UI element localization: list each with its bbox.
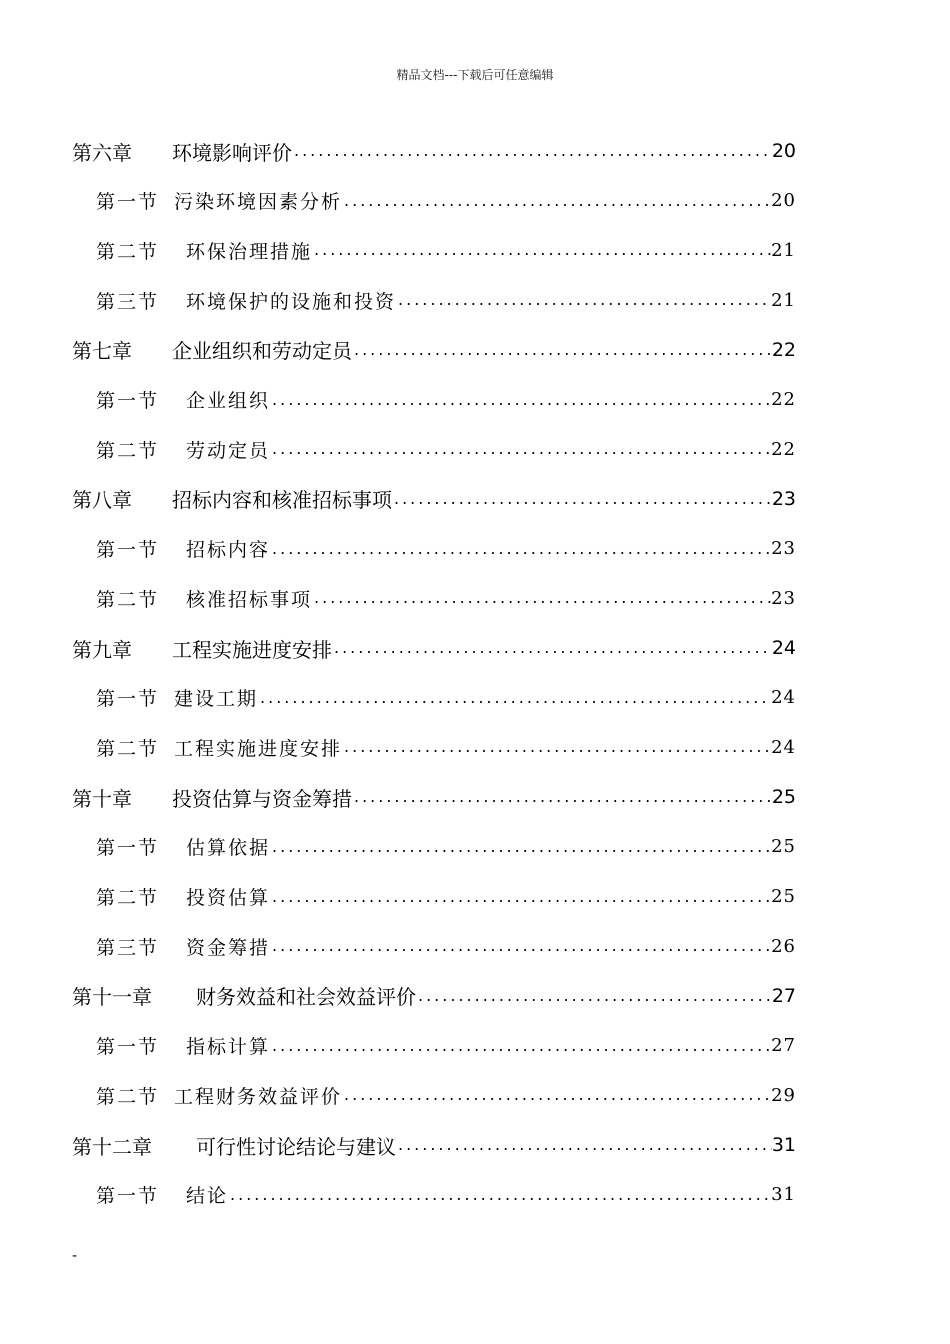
toc-page-number: 27 <box>771 1035 796 1057</box>
toc-page-number: 25 <box>771 836 796 858</box>
toc-entry-number: 第三节 <box>96 290 160 313</box>
toc-dot-leader <box>352 789 772 805</box>
toc-dot-leader <box>312 590 771 606</box>
toc-dot-leader <box>342 739 771 755</box>
toc-section-entry[interactable] <box>96 383 796 417</box>
toc-section-entry[interactable] <box>96 1178 796 1212</box>
toc-page-number: 31 <box>771 1184 796 1206</box>
toc-entry-number: 第二节 <box>96 1085 160 1108</box>
toc-page-number: 25 <box>771 886 796 907</box>
toc-entry-title: 环境影响评价 <box>172 140 292 165</box>
toc-page-number: 23 <box>771 538 796 560</box>
toc-entry-title: 环境保护的设施和投资 <box>186 290 397 313</box>
toc-section-entry[interactable] <box>96 532 796 566</box>
toc-section-entry[interactable] <box>96 283 796 317</box>
toc-chapter-entry[interactable] <box>72 780 796 814</box>
toc-dot-leader <box>392 491 772 507</box>
toc-section-entry[interactable] <box>96 432 796 466</box>
toc-chapter-entry[interactable] <box>72 134 796 168</box>
toc-entry-title: 投资估算 <box>186 887 271 909</box>
toc-page-number: 21 <box>771 239 796 261</box>
toc-page-number: 25 <box>771 786 796 809</box>
toc-entry-title: 可行性讨论结论与建议 <box>196 1134 396 1159</box>
toc-page-number: 20 <box>771 190 796 212</box>
toc-dot-leader <box>270 441 771 457</box>
toc-page-number: 26 <box>771 935 796 957</box>
toc-dot-leader <box>270 938 771 954</box>
toc-dot-leader <box>270 541 771 557</box>
toc-entry-title: 核准招标事项 <box>186 588 313 611</box>
toc-entry-number: 第十二章 <box>72 1134 152 1159</box>
toc-page-number: 23 <box>771 487 796 510</box>
toc-section-entry[interactable] <box>96 830 796 864</box>
toc-entry-title: 结论 <box>186 1185 229 1208</box>
toc-entry-title: 招标内容 <box>186 539 271 562</box>
toc-entry-title: 工程实施进度安排 <box>174 737 343 760</box>
toc-dot-leader <box>292 143 772 159</box>
toc-dot-leader <box>228 1187 771 1203</box>
toc-chapter-entry[interactable] <box>72 979 796 1013</box>
toc-dot-leader <box>270 392 771 408</box>
toc-chapter-entry[interactable] <box>72 1128 796 1162</box>
toc-entry-title: 指标计算 <box>186 1036 271 1059</box>
toc-entry-number: 第七章 <box>72 339 132 364</box>
toc-entry-title: 工程财务效益评价 <box>174 1085 343 1108</box>
toc-page-number: 22 <box>771 438 796 460</box>
toc-dot-leader <box>396 292 771 308</box>
toc-section-entry[interactable] <box>96 1078 796 1112</box>
toc-entry-number: 第一节 <box>96 539 160 562</box>
toc-dot-leader <box>342 193 771 209</box>
toc-entry-number: 第二节 <box>96 737 160 760</box>
toc-entry-title: 招标内容和核准招标事项 <box>172 488 392 513</box>
toc-dot-leader <box>352 342 772 358</box>
toc-entry-number: 第一节 <box>96 837 160 860</box>
toc-section-entry[interactable] <box>96 184 796 218</box>
page-header: 精品文档---下载后可任意编辑 <box>396 68 554 82</box>
toc-dot-leader <box>332 640 772 656</box>
toc-entry-title: 劳动定员 <box>186 439 271 462</box>
toc-entry-number: 第一节 <box>96 1185 160 1208</box>
toc-dot-leader <box>342 1087 771 1103</box>
footer-mark: - <box>72 1248 78 1264</box>
toc-chapter-entry[interactable] <box>72 482 796 516</box>
toc-section-entry[interactable] <box>96 1029 796 1063</box>
toc-chapter-entry[interactable] <box>72 631 796 665</box>
toc-section-entry[interactable] <box>96 233 796 267</box>
toc-page-number: 27 <box>771 984 796 1007</box>
toc-dot-leader <box>312 242 771 258</box>
toc-entry-number: 第二节 <box>96 439 160 462</box>
toc-page-number: 24 <box>771 736 796 758</box>
toc-entry-number: 第一节 <box>96 1036 160 1059</box>
toc-page-number: 29 <box>771 1084 796 1106</box>
toc-entry-title: 财务效益和社会效益评价 <box>196 985 416 1010</box>
toc-entry-title: 估算依据 <box>186 837 271 860</box>
toc-dot-leader <box>270 889 771 905</box>
toc-page-number: 24 <box>771 687 796 709</box>
toc-section-entry[interactable] <box>96 681 796 715</box>
toc-entry-number: 第九章 <box>72 637 132 662</box>
toc-page-number: 20 <box>771 140 796 162</box>
toc-entry-number: 第一节 <box>96 390 160 412</box>
toc-page-number: 22 <box>771 389 796 410</box>
toc-entry-title: 污染环境因素分析 <box>174 191 343 214</box>
toc-entry-title: 投资估算与资金筹措 <box>172 786 352 811</box>
toc-entry-number: 第一节 <box>96 191 160 214</box>
toc-section-entry[interactable] <box>96 581 796 615</box>
toc-dot-leader <box>396 1137 772 1153</box>
toc-dot-leader <box>416 988 772 1004</box>
toc-entry-number: 第二节 <box>96 240 160 263</box>
toc-chapter-entry[interactable] <box>72 333 796 367</box>
toc-entry-title: 建设工期 <box>174 688 259 711</box>
toc-dot-leader <box>270 1038 771 1054</box>
toc-entry-number: 第二节 <box>96 887 160 909</box>
toc-entry-number: 第十一章 <box>72 985 152 1010</box>
toc-entry-title: 资金筹措 <box>186 936 271 959</box>
toc-section-entry[interactable] <box>96 880 796 914</box>
toc-entry-number: 第十章 <box>72 786 132 811</box>
toc-page-number: 22 <box>771 338 796 361</box>
toc-entry-number: 第一节 <box>96 688 160 711</box>
toc-section-entry[interactable] <box>96 730 796 764</box>
toc-section-entry[interactable] <box>96 929 796 963</box>
toc-entry-title: 工程实施进度安排 <box>172 637 332 662</box>
toc-entry-title: 企业组织 <box>186 390 271 412</box>
toc-entry-title: 环保治理措施 <box>186 240 313 263</box>
toc-page-number: 24 <box>771 637 796 659</box>
toc-dot-leader <box>270 839 771 855</box>
toc-entry-number: 第二节 <box>96 588 160 611</box>
toc-entry-title: 企业组织和劳动定员 <box>172 339 352 364</box>
toc-entry-number: 第三节 <box>96 936 160 959</box>
toc-entry-number: 第六章 <box>72 140 132 165</box>
toc-entry-number: 第八章 <box>72 488 132 513</box>
toc-dot-leader <box>258 690 771 706</box>
toc-page-number: 23 <box>771 587 796 609</box>
toc-page-number: 21 <box>771 289 796 311</box>
toc-page-number: 31 <box>771 1134 796 1156</box>
